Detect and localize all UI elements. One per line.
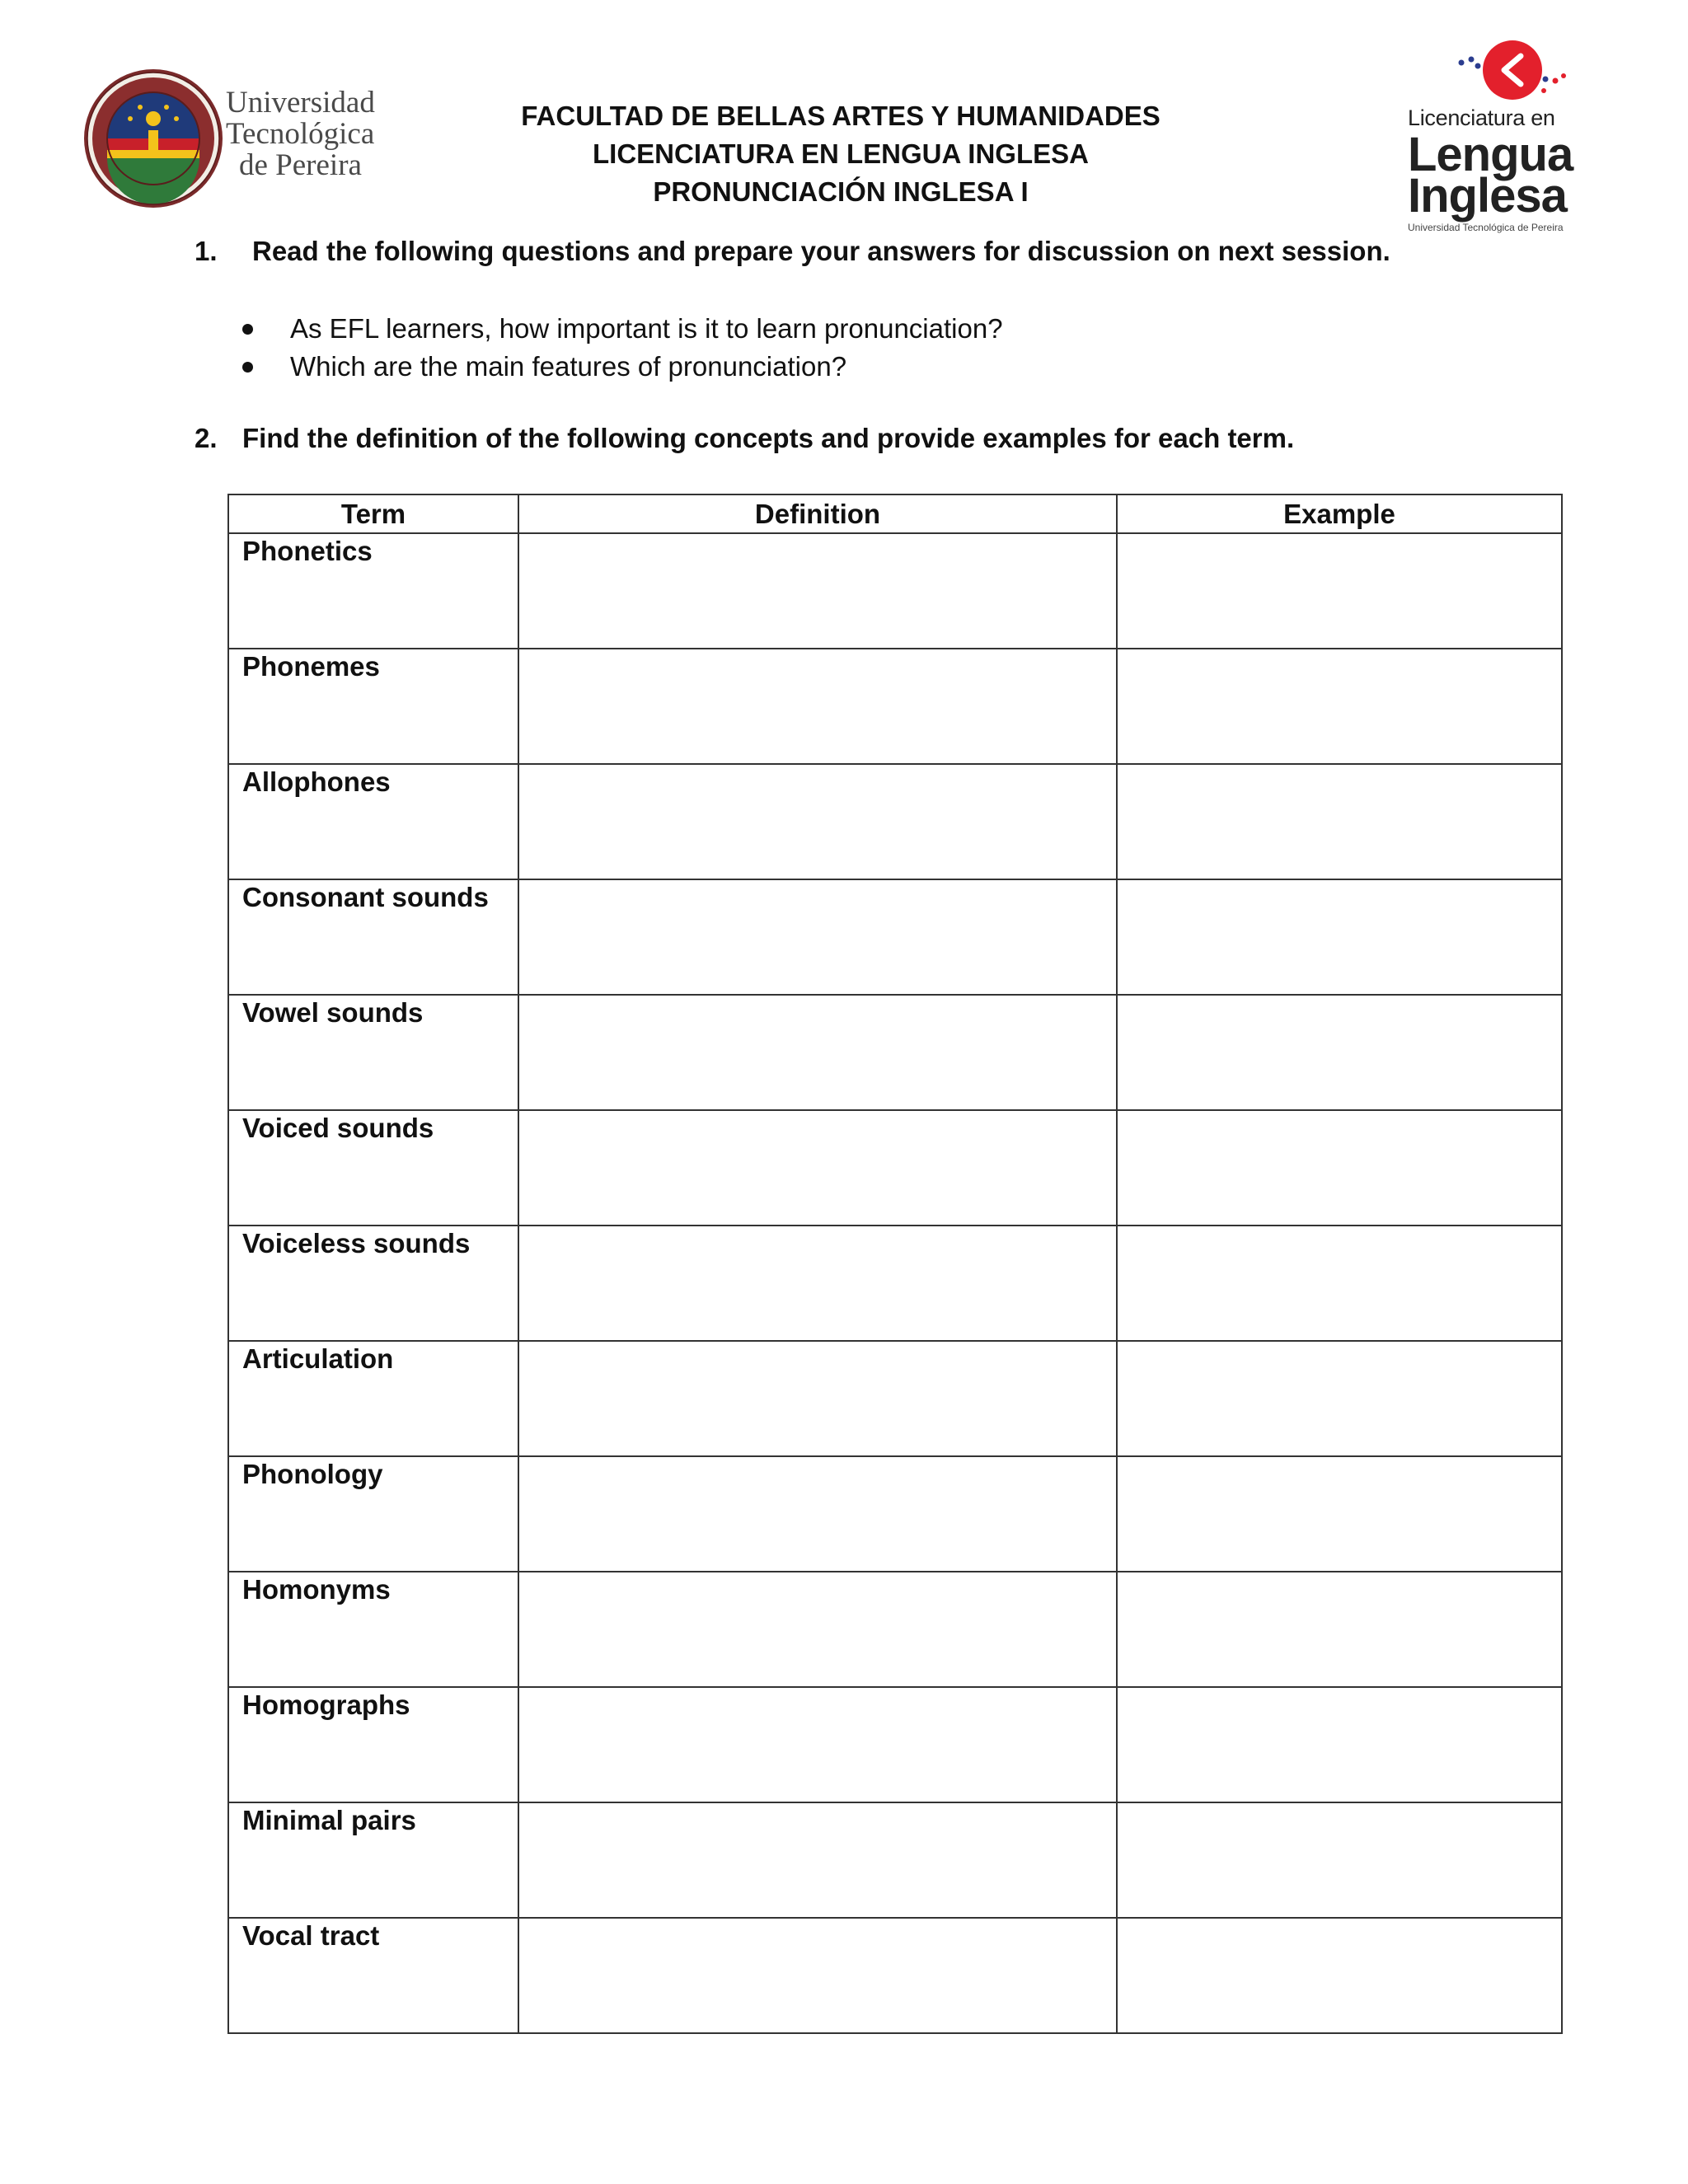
question-1-bullets	[237, 310, 1003, 386]
column-header-term: Term	[228, 494, 518, 533]
university-name	[226, 87, 375, 181]
table-row	[228, 764, 1562, 879]
definition-cell[interactable]	[518, 995, 1117, 1110]
example-cell[interactable]	[1117, 1687, 1562, 1802]
term-cell: Phonology	[228, 1456, 518, 1572]
example-cell[interactable]	[1117, 764, 1562, 879]
bullet-icon	[242, 324, 253, 335]
university-name-line: Tecnológica	[226, 117, 375, 151]
table-row	[228, 1918, 1562, 2033]
example-cell[interactable]	[1117, 1341, 1562, 1456]
table-row	[228, 1226, 1562, 1341]
example-cell[interactable]	[1117, 649, 1562, 764]
program-logo-mark-icon	[1447, 33, 1570, 107]
table-row	[228, 995, 1562, 1110]
definition-cell[interactable]	[518, 1341, 1117, 1456]
definition-cell[interactable]	[518, 1802, 1117, 1918]
program-logo	[1401, 33, 1591, 233]
course-title: PRONUNCIACIÓN INGLESA I	[653, 176, 1029, 207]
term-cell: Vocal tract	[228, 1918, 518, 2033]
bullet-item	[237, 348, 1003, 386]
bullet-item	[237, 310, 1003, 348]
term-cell: Phonetics	[228, 533, 518, 649]
term-cell: Voiced sounds	[228, 1110, 518, 1226]
example-cell[interactable]	[1117, 1918, 1562, 2033]
university-name-line: Universidad	[226, 86, 375, 120]
terms-table	[227, 494, 1563, 2034]
table-header-row	[228, 494, 1562, 533]
example-cell[interactable]	[1117, 1802, 1562, 1918]
bullet-text: As EFL learners, how important is it to learn pronunciation?	[290, 313, 1003, 344]
term-cell: Voiceless sounds	[228, 1226, 518, 1341]
example-cell[interactable]	[1117, 1456, 1562, 1572]
faculty-title: FACULTAD DE BELLAS ARTES Y HUMANIDADES	[521, 101, 1160, 131]
program-logo-line: Licenciatura en	[1408, 105, 1555, 130]
table-row	[228, 1456, 1562, 1572]
term-cell: Minimal pairs	[228, 1802, 518, 1918]
example-cell[interactable]	[1117, 1226, 1562, 1341]
question-text: Find the definition of the following concepts and provide examples for each term.	[242, 423, 1295, 453]
example-cell[interactable]	[1117, 879, 1562, 995]
program-title: LICENCIATURA EN LENGUA INGLESA	[593, 138, 1089, 169]
definition-cell[interactable]	[518, 1572, 1117, 1687]
question-number: 2.	[195, 423, 218, 453]
term-cell: Articulation	[228, 1341, 518, 1456]
definition-cell[interactable]	[518, 533, 1117, 649]
table-row	[228, 1687, 1562, 1802]
program-logo-line: Inglesa	[1408, 169, 1567, 223]
definition-cell[interactable]	[518, 1456, 1117, 1572]
university-logo	[82, 68, 387, 212]
definition-cell[interactable]	[518, 1687, 1117, 1802]
term-cell: Vowel sounds	[228, 995, 518, 1110]
table-row	[228, 533, 1562, 649]
bullet-icon	[242, 362, 253, 373]
table-row	[228, 1341, 1562, 1456]
term-cell: Homographs	[228, 1687, 518, 1802]
term-cell: Allophones	[228, 764, 518, 879]
term-cell: Consonant sounds	[228, 879, 518, 995]
example-cell[interactable]	[1117, 995, 1562, 1110]
program-logo-line: Lengua	[1408, 128, 1573, 181]
bullet-text: Which are the main features of pronunciation?	[290, 351, 847, 382]
table-row	[228, 1110, 1562, 1226]
example-cell[interactable]	[1117, 533, 1562, 649]
university-name-line: de Pereira	[239, 148, 362, 182]
term-cell: Phonemes	[228, 649, 518, 764]
table-row	[228, 1802, 1562, 1918]
program-logo-line: Universidad Tecnológica de Pereira	[1408, 222, 1564, 233]
example-cell[interactable]	[1117, 1572, 1562, 1687]
definition-cell[interactable]	[518, 879, 1117, 995]
table-row	[228, 1572, 1562, 1687]
table-row	[228, 879, 1562, 995]
document-header	[412, 97, 1269, 211]
definition-cell[interactable]	[518, 1918, 1117, 2033]
column-header-definition: Definition	[518, 494, 1117, 533]
definition-cell[interactable]	[518, 1110, 1117, 1226]
table-row	[228, 649, 1562, 764]
question-number: 1.	[195, 236, 218, 266]
definition-cell[interactable]	[518, 1226, 1117, 1341]
definition-cell[interactable]	[518, 649, 1117, 764]
definition-cell[interactable]	[518, 764, 1117, 879]
university-seal-icon	[82, 68, 224, 209]
question-text: Read the following questions and prepare your answers for discussion on next session.	[252, 236, 1390, 266]
example-cell[interactable]	[1117, 1110, 1562, 1226]
term-cell: Homonyms	[228, 1572, 518, 1687]
column-header-example: Example	[1117, 494, 1562, 533]
